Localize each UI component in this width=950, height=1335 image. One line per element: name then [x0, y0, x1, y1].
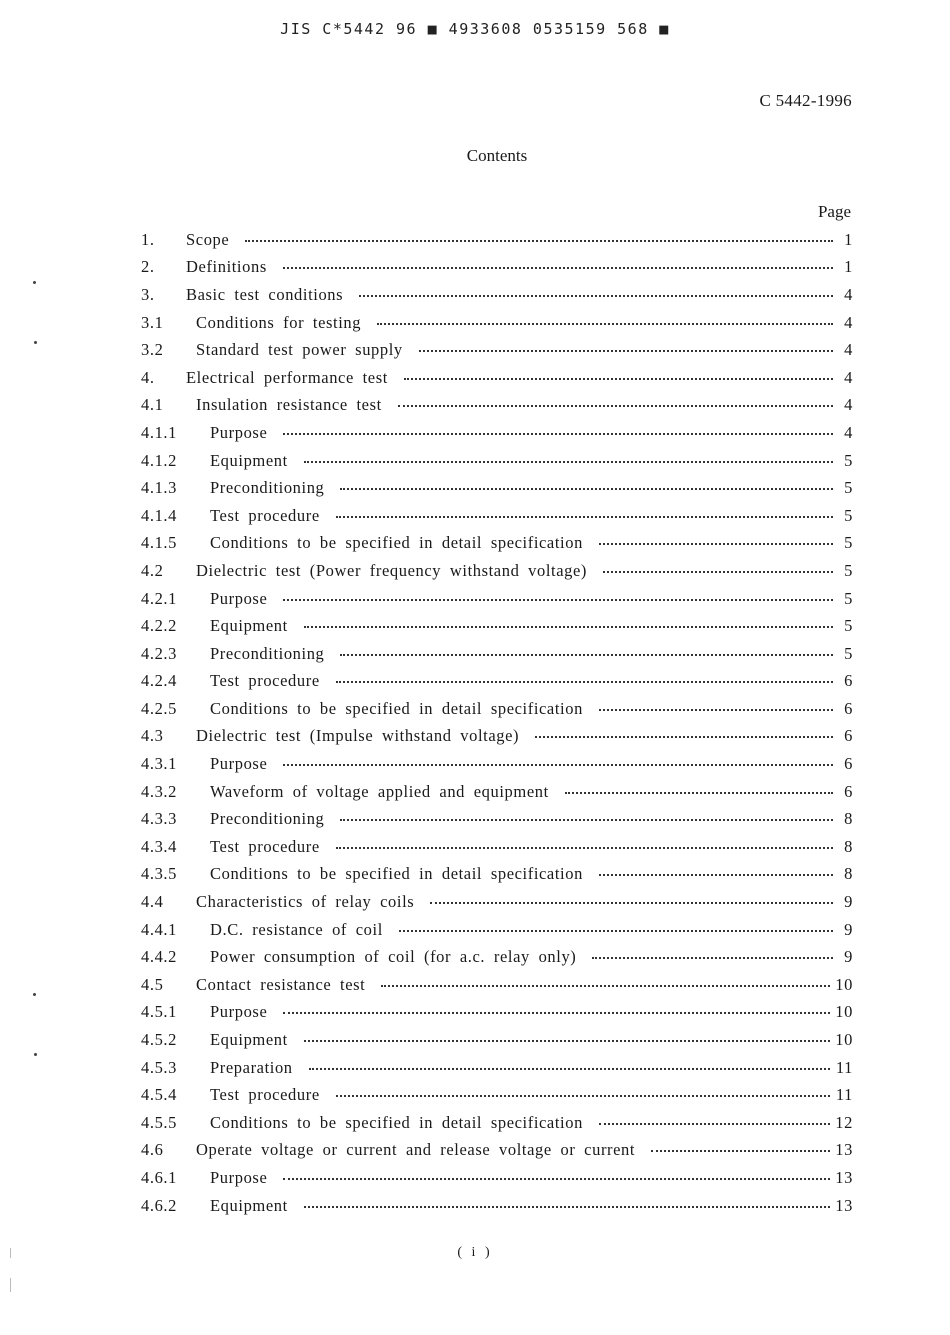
- toc-entry-page: 4: [844, 312, 853, 332]
- toc-entry-page: 4: [844, 340, 853, 360]
- toc-entry-title: Waveform of voltage applied and equipment: [210, 781, 549, 801]
- toc-entry: [141, 585, 853, 613]
- toc-leader-dots: [336, 1095, 830, 1097]
- toc-entry-number: 4.5.5: [141, 1112, 177, 1132]
- toc-entry-title: Test procedure: [210, 671, 320, 691]
- toc-entry-page: 5: [844, 643, 853, 663]
- toc-leader-dots: [377, 323, 833, 325]
- toc-entry-number: 4.2.3: [141, 643, 177, 663]
- toc-leader-dots: [419, 350, 833, 352]
- toc-leader-dots: [336, 681, 833, 683]
- toc-leader-dots: [599, 709, 833, 711]
- toc-entry-page: 5: [844, 478, 853, 498]
- toc-entry-page: 8: [844, 809, 853, 829]
- toc-entry-body: [210, 999, 853, 1027]
- toc-entry-title: Electrical performance test: [186, 367, 388, 387]
- toc-entry-page: 5: [844, 616, 853, 636]
- toc-leader-dots: [340, 488, 833, 490]
- toc-entry-number: 4.2.2: [141, 616, 177, 636]
- toc-entry-body: [210, 916, 853, 944]
- toc-entry-page: 10: [835, 1002, 853, 1022]
- page-number-footer: ( i ): [457, 1245, 493, 1260]
- toc-entry-page: 9: [844, 919, 853, 939]
- toc-entry-page: 4: [844, 284, 853, 304]
- toc-entry-title: Scope: [186, 229, 230, 249]
- toc-entry-title: Standard test power supply: [196, 340, 403, 360]
- toc-entry: [141, 364, 853, 392]
- toc-entry-page: 5: [844, 560, 853, 580]
- toc-entry-body: [210, 668, 853, 696]
- toc-entry-number: 4.1.3: [141, 478, 177, 498]
- toc-entry-number: 4.: [141, 367, 155, 387]
- toc-entry: [141, 226, 853, 254]
- toc-entry-number: 4.3.5: [141, 864, 177, 884]
- toc-entry-title: Characteristics of relay coils: [196, 892, 415, 912]
- page-title: Contents: [466, 146, 528, 165]
- toc-entry-title: Conditions to be specified in detail specification: [210, 698, 583, 718]
- toc-entry-body: [196, 1137, 853, 1165]
- toc-entry-body: [210, 1109, 853, 1137]
- page-column-label: Page: [817, 202, 851, 221]
- toc-entry-page: 6: [844, 754, 853, 774]
- toc-entry: [141, 1109, 853, 1137]
- toc-leader-dots: [309, 1068, 830, 1070]
- toc-entry-page: 8: [844, 864, 853, 884]
- toc-entry-body: [196, 888, 853, 916]
- toc-entry-title: Equipment: [210, 1195, 288, 1215]
- toc-leader-dots: [340, 819, 833, 821]
- toc-entry-number: 4.5: [141, 974, 164, 994]
- toc-entry-number: 4.2: [141, 560, 164, 580]
- toc-entry-body: [196, 392, 853, 420]
- scan-speck: [33, 281, 36, 284]
- toc-entry-number: 4.5.3: [141, 1057, 177, 1077]
- toc-entry: [141, 750, 853, 778]
- toc-entry-number: 4.5.4: [141, 1085, 177, 1105]
- toc-entry-body: [210, 1081, 853, 1109]
- toc-entry-number: 4.1.2: [141, 450, 177, 470]
- toc-entry-number: 4.3.1: [141, 754, 177, 774]
- toc-entry-body: [210, 861, 853, 889]
- toc-leader-dots: [599, 874, 833, 876]
- toc-entry-number: 4.6.1: [141, 1167, 177, 1187]
- toc-entry-page: 10: [835, 1030, 853, 1050]
- toc-entry-body: [210, 833, 853, 861]
- toc-entry-number: 4.6: [141, 1140, 164, 1160]
- toc-entry-page: 11: [835, 1085, 853, 1105]
- toc-leader-dots: [304, 626, 833, 628]
- toc-entry: [141, 530, 853, 558]
- toc-entry-number: 4.1.5: [141, 533, 177, 553]
- toc-leader-dots: [283, 599, 833, 601]
- toc-entry-title: Dielectric test (Impulse withstand voltage): [196, 726, 520, 746]
- toc-entry: [141, 861, 853, 889]
- toc-entry-page: 9: [844, 947, 853, 967]
- toc-entry-number: 4.2.1: [141, 588, 177, 608]
- toc-entry-number: 4.1.1: [141, 422, 177, 442]
- toc-entry: [141, 557, 853, 585]
- toc-entry: [141, 943, 853, 971]
- toc-entry-title: Equipment: [210, 616, 288, 636]
- table-of-contents: [141, 226, 853, 1219]
- toc-entry: [141, 999, 853, 1027]
- scan-header-code: JIS C*5442 96 ■ 4933608 0535159 568 ■: [280, 20, 670, 38]
- toc-entry-body: [210, 612, 853, 640]
- toc-entry-page: 13: [835, 1167, 853, 1187]
- toc-leader-dots: [359, 295, 833, 297]
- toc-entry-title: Preconditioning: [210, 643, 325, 663]
- toc-entry: [141, 281, 853, 309]
- toc-leader-dots: [603, 571, 833, 573]
- toc-entry: [141, 723, 853, 751]
- toc-entry-title: Preconditioning: [210, 478, 325, 498]
- toc-entry-title: Basic test conditions: [186, 284, 344, 304]
- toc-leader-dots: [283, 267, 833, 269]
- toc-entry: [141, 971, 853, 999]
- toc-entry-title: D.C. resistance of coil: [210, 919, 383, 939]
- toc-leader-dots: [381, 985, 830, 987]
- toc-entry-body: [186, 281, 853, 309]
- toc-entry-number: 3.1: [141, 312, 164, 332]
- toc-leader-dots: [565, 792, 833, 794]
- toc-entry-number: 4.4.2: [141, 947, 177, 967]
- toc-entry-title: Equipment: [210, 1030, 288, 1050]
- toc-entry: [141, 336, 853, 364]
- toc-entry-body: [210, 474, 853, 502]
- toc-entry-body: [210, 750, 853, 778]
- toc-entry-body: [210, 1026, 853, 1054]
- toc-leader-dots: [283, 1012, 830, 1014]
- toc-entry-body: [210, 778, 853, 806]
- toc-entry-body: [210, 585, 853, 613]
- toc-entry-body: [186, 226, 853, 254]
- toc-entry-page: 13: [835, 1140, 853, 1160]
- toc-entry: [141, 502, 853, 530]
- toc-entry: [141, 888, 853, 916]
- toc-entry: [141, 392, 853, 420]
- toc-entry-body: [210, 640, 853, 668]
- toc-leader-dots: [535, 736, 833, 738]
- toc-entry-page: 10: [835, 974, 853, 994]
- toc-leader-dots: [599, 543, 833, 545]
- toc-leader-dots: [592, 957, 833, 959]
- toc-entry-page: 1: [844, 257, 853, 277]
- toc-leader-dots: [599, 1123, 830, 1125]
- toc-entry: [141, 419, 853, 447]
- scan-speck: [34, 341, 37, 344]
- toc-leader-dots: [304, 1206, 830, 1208]
- toc-entry-body: [186, 364, 853, 392]
- toc-leader-dots: [336, 516, 833, 518]
- toc-entry-page: 12: [835, 1112, 853, 1132]
- toc-entry-number: 4.3.4: [141, 836, 177, 856]
- toc-entry-number: 4.5.2: [141, 1030, 177, 1050]
- toc-entry-page: 8: [844, 836, 853, 856]
- toc-entry-body: [210, 530, 853, 558]
- toc-leader-dots: [245, 240, 833, 242]
- toc-entry-title: Test procedure: [210, 1085, 320, 1105]
- toc-entry-title: Conditions to be specified in detail specification: [210, 533, 583, 553]
- toc-entry-body: [196, 309, 853, 337]
- toc-leader-dots: [430, 902, 833, 904]
- toc-entry: [141, 1081, 853, 1109]
- toc-entry-title: Purpose: [210, 1167, 268, 1187]
- toc-leader-dots: [336, 847, 833, 849]
- toc-entry-body: [210, 447, 853, 475]
- toc-entry: [141, 1192, 853, 1220]
- toc-entry-number: 4.2.4: [141, 671, 177, 691]
- toc-entry-number: 4.3: [141, 726, 164, 746]
- toc-entry: [141, 668, 853, 696]
- scan-speck: [34, 1053, 37, 1056]
- toc-entry-title: Preconditioning: [210, 809, 325, 829]
- toc-entry-number: 3.: [141, 284, 155, 304]
- toc-entry-title: Conditions to be specified in detail specification: [210, 864, 583, 884]
- toc-entry: [141, 254, 853, 282]
- toc-entry-title: Purpose: [210, 422, 268, 442]
- toc-entry-number: 4.1: [141, 395, 164, 415]
- toc-entry: [141, 1026, 853, 1054]
- toc-leader-dots: [651, 1150, 830, 1152]
- toc-entry: [141, 1137, 853, 1165]
- toc-entry-title: Conditions for testing: [196, 312, 362, 332]
- toc-leader-dots: [304, 1040, 830, 1042]
- scan-speck: [33, 993, 36, 996]
- toc-entry-number: 3.2: [141, 340, 164, 360]
- toc-leader-dots: [283, 1178, 830, 1180]
- toc-entry: [141, 805, 853, 833]
- toc-entry-body: [210, 1192, 853, 1220]
- toc-entry-title: Preparation: [210, 1057, 293, 1077]
- toc-entry-body: [210, 1164, 853, 1192]
- toc-entry-number: 4.1.4: [141, 505, 177, 525]
- toc-entry-page: 1: [844, 229, 853, 249]
- toc-entry-page: 5: [844, 450, 853, 470]
- toc-leader-dots: [283, 764, 833, 766]
- toc-entry: [141, 474, 853, 502]
- toc-entry-body: [210, 419, 853, 447]
- toc-leader-dots: [399, 930, 833, 932]
- toc-entry: [141, 447, 853, 475]
- toc-entry-body: [196, 971, 853, 999]
- toc-entry-page: 5: [844, 533, 853, 553]
- toc-entry-number: 1.: [141, 229, 155, 249]
- toc-leader-dots: [404, 378, 833, 380]
- toc-entry-title: Test procedure: [210, 836, 320, 856]
- toc-entry-body: [210, 943, 853, 971]
- toc-entry-title: Power consumption of coil (for a.c. relay only): [210, 947, 577, 967]
- toc-entry: [141, 1164, 853, 1192]
- toc-entry-title: Test procedure: [210, 505, 320, 525]
- toc-entry: [141, 916, 853, 944]
- toc-entry: [141, 1054, 853, 1082]
- toc-entry-title: Dielectric test (Power frequency withstand voltage): [196, 560, 588, 580]
- toc-entry-title: Insulation resistance test: [196, 395, 382, 415]
- toc-entry-page: 11: [835, 1057, 853, 1077]
- toc-entry-body: [210, 502, 853, 530]
- toc-entry: [141, 695, 853, 723]
- toc-entry: [141, 778, 853, 806]
- toc-entry-title: Equipment: [210, 450, 288, 470]
- toc-entry-title: Contact resistance test: [196, 974, 366, 994]
- toc-entry-body: [196, 557, 853, 585]
- toc-entry-number: 2.: [141, 257, 155, 277]
- toc-entry: [141, 640, 853, 668]
- toc-leader-dots: [283, 433, 833, 435]
- toc-entry-number: 4.4.1: [141, 919, 177, 939]
- toc-entry-number: 4.6.2: [141, 1195, 177, 1215]
- toc-entry-body: [210, 1054, 853, 1082]
- toc-entry-page: 6: [844, 671, 853, 691]
- document-number: C 5442-1996: [759, 91, 852, 110]
- toc-entry-body: [196, 336, 853, 364]
- toc-entry-page: 5: [844, 505, 853, 525]
- toc-entry-title: Definitions: [186, 257, 267, 277]
- toc-entry-number: 4.4: [141, 892, 164, 912]
- toc-entry: [141, 612, 853, 640]
- scan-edge-mark: [10, 1278, 11, 1292]
- toc-entry-title: Conditions to be specified in detail specification: [210, 1112, 583, 1132]
- toc-entry-title: Operate voltage or current and release voltage or current: [196, 1140, 636, 1160]
- toc-leader-dots: [398, 405, 833, 407]
- toc-entry-page: 4: [844, 422, 853, 442]
- toc-entry-title: Purpose: [210, 1002, 268, 1022]
- toc-leader-dots: [340, 654, 833, 656]
- toc-entry-body: [210, 805, 853, 833]
- toc-entry: [141, 309, 853, 337]
- toc-entry-page: 13: [835, 1195, 853, 1215]
- toc-entry-number: 4.2.5: [141, 698, 177, 718]
- toc-entry-body: [210, 695, 853, 723]
- toc-entry-page: 5: [844, 588, 853, 608]
- toc-entry-title: Purpose: [210, 588, 268, 608]
- toc-entry-body: [186, 254, 853, 282]
- toc-entry: [141, 833, 853, 861]
- toc-entry-title: Purpose: [210, 754, 268, 774]
- scan-edge-mark: [10, 1248, 11, 1258]
- toc-entry-page: 4: [844, 395, 853, 415]
- toc-entry-page: 4: [844, 367, 853, 387]
- toc-entry-body: [196, 723, 853, 751]
- toc-entry-page: 6: [844, 698, 853, 718]
- toc-entry-number: 4.3.2: [141, 781, 177, 801]
- toc-entry-page: 6: [844, 781, 853, 801]
- toc-entry-page: 9: [844, 892, 853, 912]
- toc-entry-number: 4.3.3: [141, 809, 177, 829]
- toc-entry-page: 6: [844, 726, 853, 746]
- toc-leader-dots: [304, 461, 833, 463]
- toc-entry-number: 4.5.1: [141, 1002, 177, 1022]
